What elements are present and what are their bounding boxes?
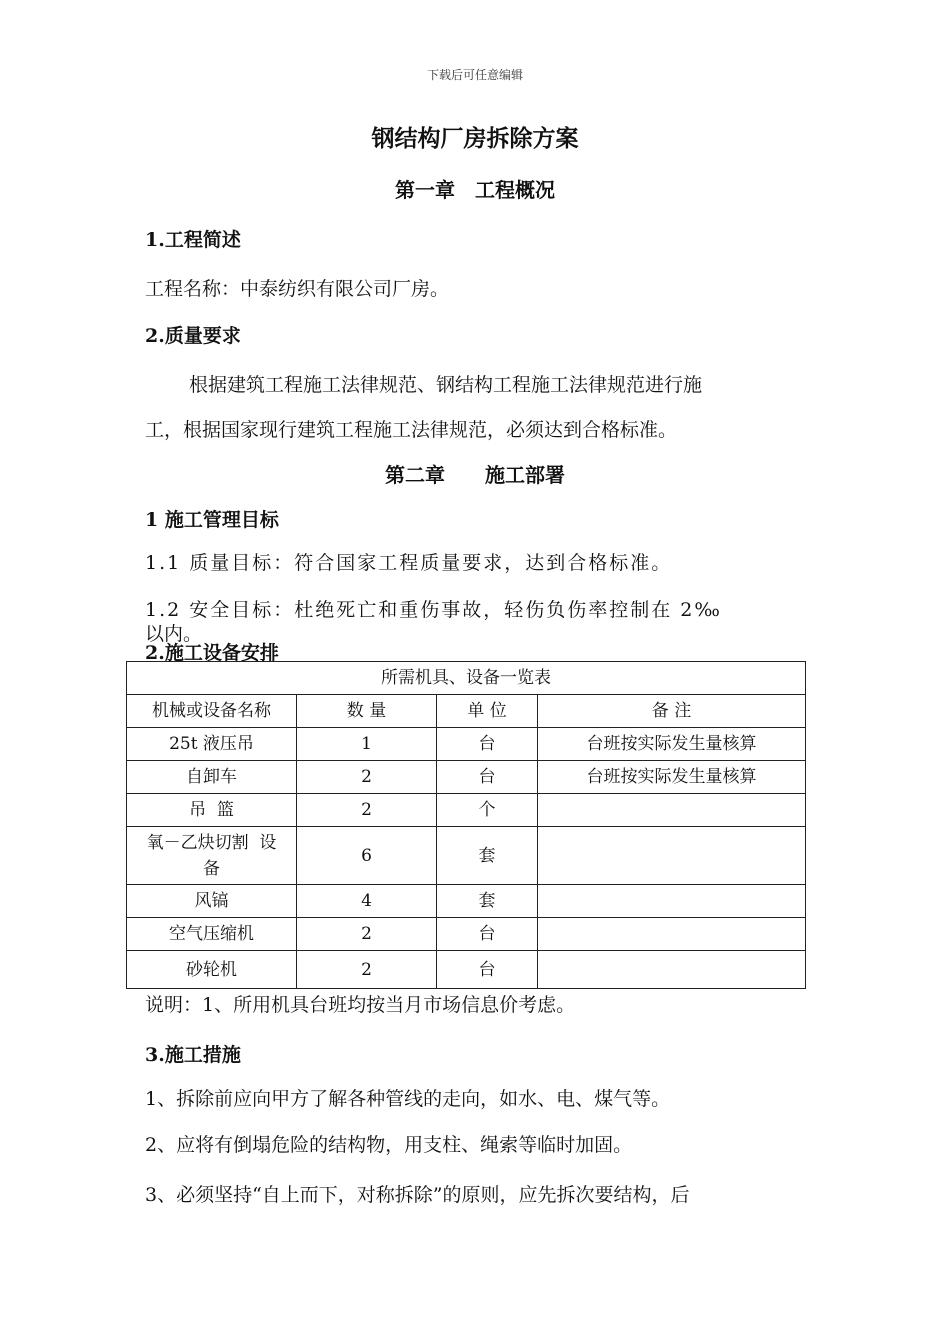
safety-goal-line-1: 1.2 安全目标：杜绝死亡和重伤事故，轻伤负伤率控制在 2‰ bbox=[145, 599, 722, 621]
equipment-unit: 台 bbox=[437, 761, 538, 794]
equipment-note bbox=[538, 951, 806, 989]
equipment-unit: 台 bbox=[437, 728, 538, 761]
equipment-name: 吊 篮 bbox=[127, 794, 297, 827]
project-name-text: 工程名称：中泰纺织有限公司厂房。 bbox=[145, 278, 450, 300]
equipment-name: 自卸车 bbox=[127, 761, 297, 794]
measure-item-3: 3、必须坚持“自上而下，对称拆除”的原则，应先拆次要结构，后 bbox=[145, 1184, 690, 1206]
table-row bbox=[127, 794, 806, 827]
equipment-qty: 2 bbox=[297, 761, 437, 794]
equipment-name: 风镐 bbox=[127, 885, 297, 918]
equipment-qty: 2 bbox=[297, 918, 437, 951]
table-row bbox=[127, 728, 806, 761]
equipment-qty: 2 bbox=[297, 951, 437, 989]
equipment-note: 台班按实际发生量核算 bbox=[538, 761, 806, 794]
equipment-name bbox=[127, 827, 297, 885]
equipment-unit: 个 bbox=[437, 794, 538, 827]
table-row bbox=[127, 918, 806, 951]
equipment-note bbox=[538, 827, 806, 885]
management-goals-heading: 1 施工管理目标 bbox=[145, 509, 279, 531]
measures-heading: 3.施工措施 bbox=[145, 1044, 241, 1066]
equipment-name-line-2: 备 bbox=[203, 858, 220, 879]
equipment-unit: 台 bbox=[437, 951, 538, 989]
equipment-note bbox=[538, 885, 806, 918]
chapter-2-title: 第二章 施工部署 bbox=[385, 463, 565, 487]
column-header-note: 备 注 bbox=[538, 695, 806, 728]
document-title: 钢结构厂房拆除方案 bbox=[371, 125, 579, 152]
equipment-table bbox=[126, 661, 806, 989]
measure-item-1: 1、拆除前应向甲方了解各种管线的走向，如水、电、煤气等。 bbox=[145, 1088, 671, 1110]
column-header-unit: 单 位 bbox=[437, 695, 538, 728]
column-header-name: 机械或设备名称 bbox=[127, 695, 297, 728]
equipment-unit: 台 bbox=[437, 918, 538, 951]
equipment-note bbox=[538, 918, 806, 951]
section-1-heading: 1.工程简述 bbox=[145, 229, 241, 251]
table-caption-row bbox=[127, 662, 806, 695]
equipment-note bbox=[538, 794, 806, 827]
table-row bbox=[127, 761, 806, 794]
safety-goal-line-2: 以内。 bbox=[145, 623, 203, 645]
equipment-unit: 套 bbox=[437, 827, 538, 885]
quality-goal-text: 1.1 质量目标：符合国家工程质量要求，达到合格标准。 bbox=[145, 552, 673, 574]
table-caption: 所需机具、设备一览表 bbox=[127, 662, 806, 695]
equipment-name: 25t 液压吊 bbox=[127, 728, 297, 761]
equipment-note: 台班按实际发生量核算 bbox=[538, 728, 806, 761]
table-header-row bbox=[127, 695, 806, 728]
section-2-heading: 2.质量要求 bbox=[145, 325, 241, 347]
watermark: 下载后可任意编辑 bbox=[426, 68, 523, 82]
equipment-qty: 4 bbox=[297, 885, 437, 918]
equipment-qty: 6 bbox=[297, 827, 437, 885]
table-row bbox=[127, 885, 806, 918]
equipment-unit: 套 bbox=[437, 885, 538, 918]
table-row bbox=[127, 827, 806, 885]
equipment-qty: 1 bbox=[297, 728, 437, 761]
quality-paragraph-line-2: 工，根据国家现行建筑工程施工法律规范，必须达到合格标准。 bbox=[145, 419, 678, 441]
quality-paragraph-line-1: 根据建筑工程施工法律规范、钢结构工程施工法律规范进行施 bbox=[189, 374, 703, 396]
equipment-name: 砂轮机 bbox=[127, 951, 297, 989]
equipment-heading: 2.施工设备安排 bbox=[145, 642, 279, 664]
equipment-qty: 2 bbox=[297, 794, 437, 827]
measure-item-2: 2、应将有倒塌危险的结构物，用支柱、绳索等临时加固。 bbox=[145, 1134, 633, 1156]
equipment-note-text: 说明：1、所用机具台班均按当月市场信息价考虑。 bbox=[145, 994, 576, 1016]
table-row bbox=[127, 951, 806, 989]
equipment-name: 空气压缩机 bbox=[127, 918, 297, 951]
column-header-qty: 数 量 bbox=[297, 695, 437, 728]
chapter-1-title: 第一章 工程概况 bbox=[395, 178, 555, 202]
equipment-name-line-1: 氧－乙炔切割 设 bbox=[146, 832, 277, 853]
